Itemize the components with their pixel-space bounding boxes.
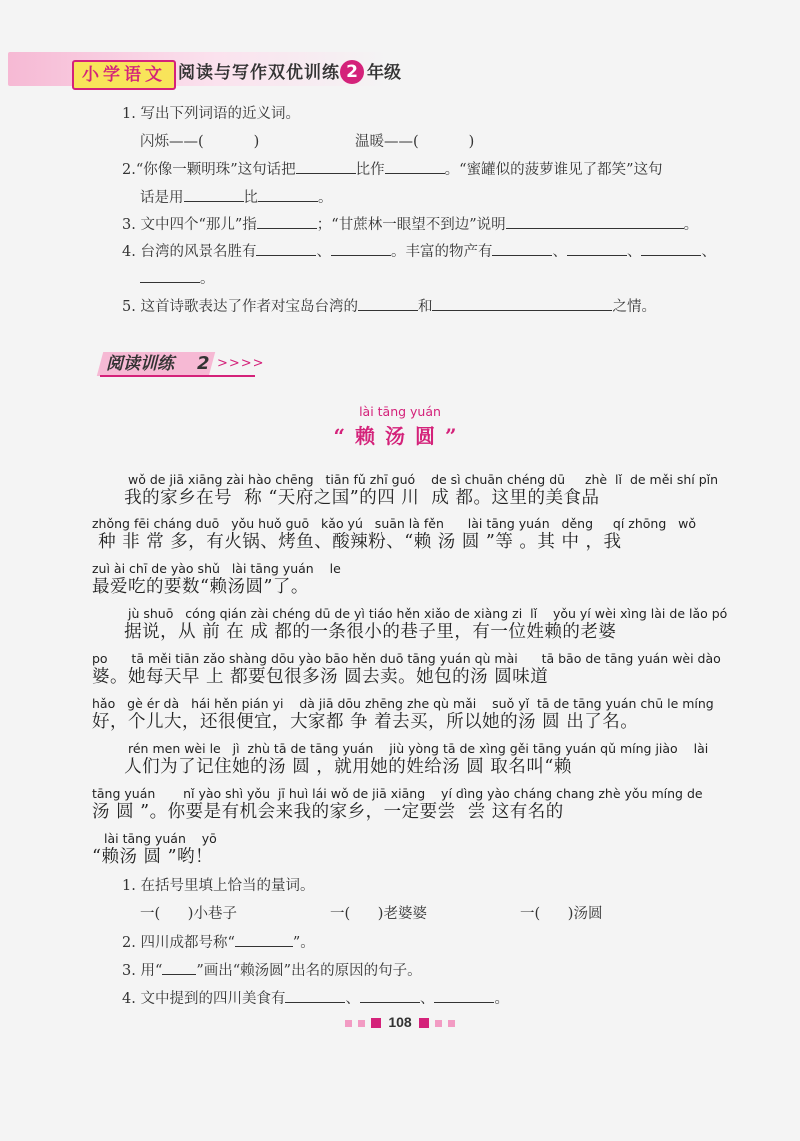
answer-blank[interactable] — [360, 988, 420, 1003]
pinyin-line: po tā měi tiān zǎo shàng dōu yào bāo hěn duō tāng yuán qù mài tā bāo de tāng yuán wèi dào — [92, 651, 721, 666]
chevrons-icon: >>>> — [217, 356, 265, 371]
text-line: 婆。她每天早 上 都要包很多汤 圆去卖。她包的汤 圆味道 — [92, 667, 549, 687]
story-title-pinyin: lài tāng yuán — [359, 404, 441, 419]
question-5: 5. 这首诗歌表达了作者对宝岛台湾的 和 之情。 — [122, 296, 656, 317]
page-number: 108 — [388, 1014, 412, 1030]
text-line: “赖汤 圆 ”哟！ — [92, 847, 214, 867]
answer-blank[interactable] — [492, 241, 552, 256]
measure-word-item-3: 一( )汤圆 — [520, 906, 603, 922]
text-line: 我的家乡在号 称 “天府之国”的四 川 成 都。这里的美食品 — [112, 488, 600, 508]
answer-blank[interactable] — [235, 932, 293, 947]
pinyin-line: wǒ de jiā xiāng zài hào chēng tiān fǔ zhī guó de sì chuān chéng dū zhè lǐ de měi shí pǐn — [128, 472, 719, 487]
answer-blank[interactable] — [331, 241, 391, 256]
pinyin-line: tāng yuán nǐ yào shì yǒu jī huì lái wǒ de jiā xiāng yí dìng yào cháng chang zhè yǒu míng de — [92, 786, 703, 801]
pinyin-line: zuì ài chī de yào shǔ lài tāng yuán le — [92, 561, 341, 576]
text-line: 据说，从 前 在 成 都的一条很小的巷子里，有一位姓赖的老婆 — [112, 622, 617, 642]
question-b3: 3. 用“ ”画出“赖汤圆”出名的原因的句子。 — [122, 960, 422, 981]
text-line: 人们为了记住她的汤 圆 ，就用她的姓给汤 圆 取名叫“赖 — [112, 757, 572, 777]
grade-number-badge: 2 — [340, 60, 364, 84]
measure-word-item-2: 一( )老婆婆 — [330, 906, 427, 922]
question-4-line-2: 。 — [140, 268, 215, 289]
answer-blank[interactable] — [641, 241, 701, 256]
pinyin-line: rén men wèi le jì zhù tā de tāng yuán jiù yòng tā de xìng gěi tāng yuán qǔ míng jiào lài — [128, 741, 709, 756]
answer-blank[interactable] — [567, 241, 627, 256]
synonym-item-2: 温暖——( ) — [355, 134, 475, 150]
page-footer — [0, 1014, 800, 1030]
answer-blank[interactable] — [432, 296, 612, 311]
synonym-item-1: 闪烁——( ) — [140, 134, 260, 150]
grade-label: 年级 — [367, 63, 401, 83]
pinyin-line: zhǒng fēi cháng duō yǒu huǒ guō kǎo yú suān là fěn lài tāng yuán děng qí zhōng wǒ — [92, 516, 697, 531]
measure-word-item-1: 一( )小巷子 — [140, 906, 237, 922]
answer-blank[interactable] — [296, 159, 356, 174]
pinyin-line: hǎo gè ér dà hái hěn pián yi dà jiā dōu zhēng zhe qù mǎi suǒ yǐ tā de tāng yuán chū le míng — [92, 696, 714, 711]
answer-blank[interactable] — [140, 268, 200, 283]
answer-blank[interactable] — [258, 187, 318, 202]
question-1: 1. 写出下列词语的近义词。 — [122, 106, 300, 122]
answer-blank[interactable] — [184, 187, 244, 202]
answer-blank[interactable] — [256, 241, 316, 256]
answer-blank[interactable] — [385, 159, 445, 174]
pinyin-line: lài tāng yuán yō — [104, 831, 217, 846]
text-line: 种 非 常 多，有火锅、烤鱼、酸辣粉、“赖 汤 圆 ”等 。其 中 ，我 — [92, 532, 622, 552]
answer-blank[interactable] — [257, 214, 317, 229]
answer-blank[interactable] — [285, 988, 345, 1003]
text-line: 最爱吃的要数“赖汤圆”了。 — [92, 577, 309, 597]
book-title: 阅读与写作双优训练 — [178, 63, 340, 83]
question-b4: 4. 文中提到的四川美食有 、 、 。 — [122, 988, 509, 1009]
question-b2: 2. 四川成都号称“ ”。 — [122, 932, 315, 953]
question-2: 2.“你像一颗明珠”这句话把 比作 。“蜜罐似的菠萝谁见了都笑”这句 — [122, 159, 663, 180]
answer-blank[interactable] — [434, 988, 494, 1003]
story-title: “赖汤圆” — [333, 424, 467, 448]
text-line: 汤 圆 ”。你要是有机会来我的家乡，一定要尝 尝 这有名的 — [92, 802, 564, 822]
subject-tag: 小学语文 — [72, 60, 176, 90]
answer-blank[interactable] — [358, 296, 418, 311]
answer-blank[interactable] — [506, 214, 684, 229]
section-number: 2 — [197, 353, 210, 374]
question-4: 4. 台湾的风景名胜有 、 。丰富的物产有 、 、 、 — [122, 241, 716, 262]
question-b1: 1. 在括号里填上恰当的量词。 — [122, 878, 315, 894]
question-2-line-2: 话是用 比 。 — [140, 187, 333, 208]
text-line: 好，个儿大，还很便宜，大家都 争 着去买，所以她的汤 圆 出了名。 — [92, 712, 639, 732]
question-3: 3. 文中四个“那儿”指 ；“甘蔗林一眼望不到边”说明 。 — [122, 214, 698, 235]
underline-sample — [162, 960, 196, 975]
section-label: 阅读训练 — [106, 354, 174, 374]
pinyin-line: jù shuō cóng qián zài chéng dū de yì tiáo hěn xiǎo de xiàng zi lǐ yǒu yí wèi xìng lài de lǎo pó — [128, 606, 728, 621]
